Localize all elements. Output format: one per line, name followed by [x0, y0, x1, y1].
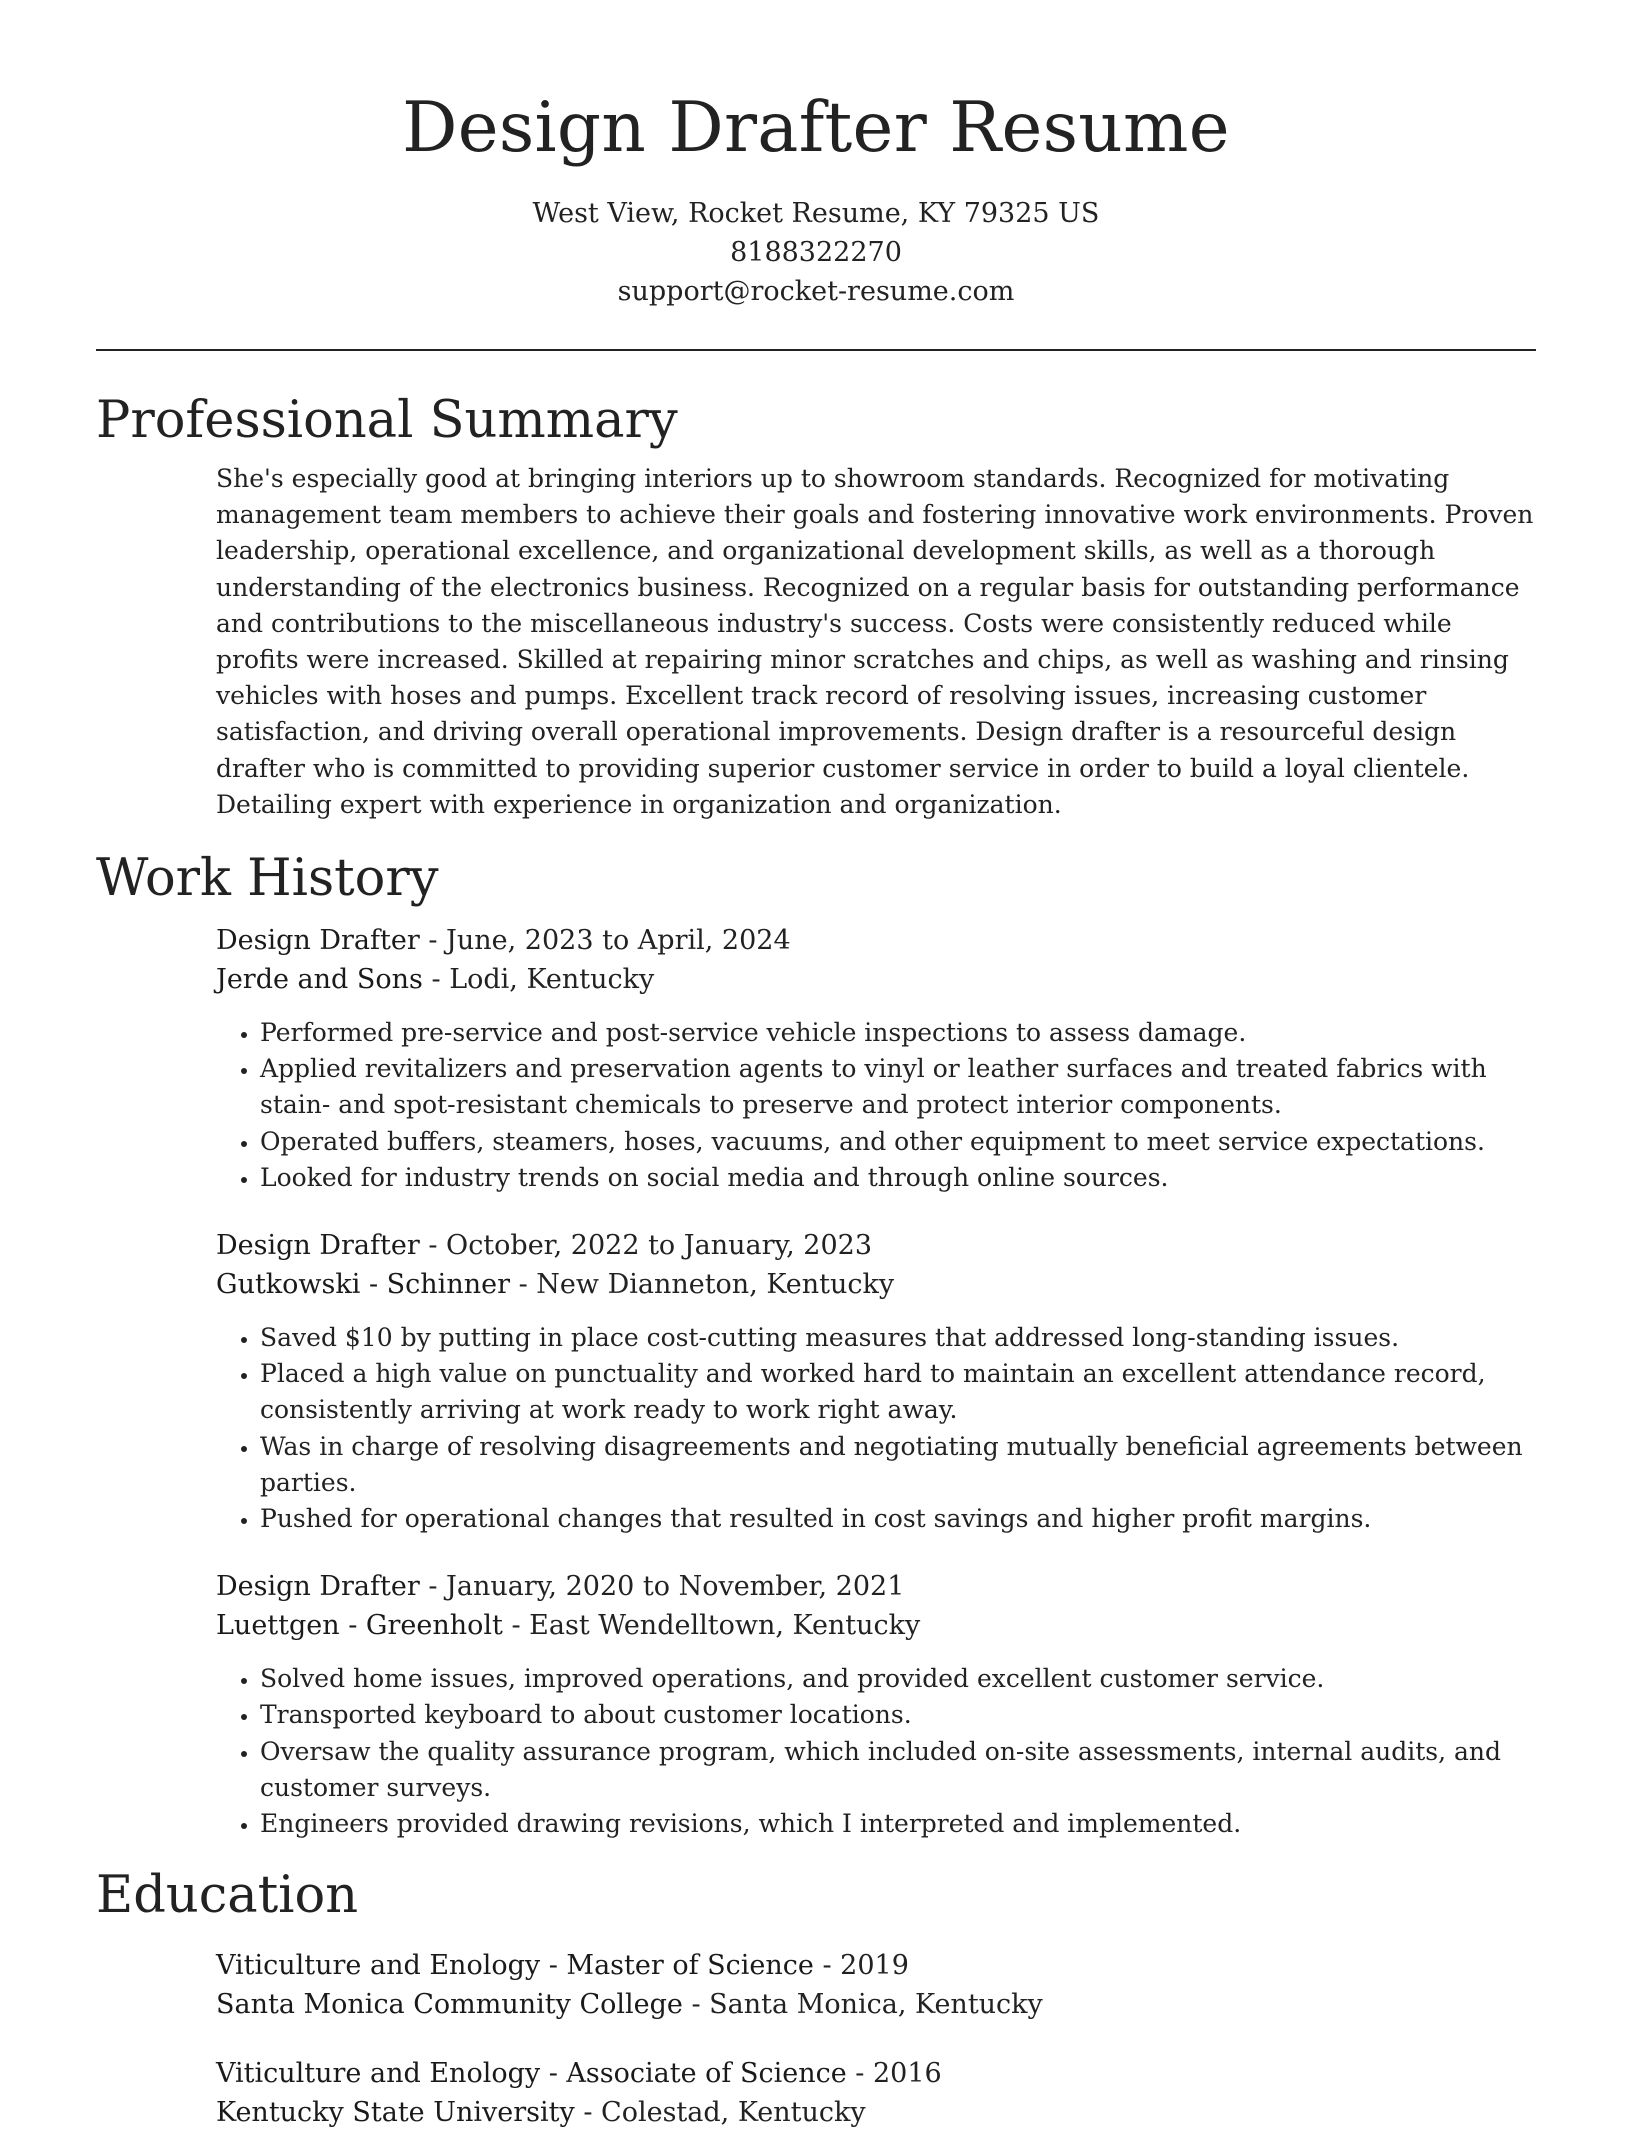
job-entry [216, 1226, 1536, 1537]
list-item: • Solved home issues, improved operations, and provided excellent customer service. [260, 1661, 1536, 1697]
education-entry [216, 2054, 1536, 2132]
degree-line [216, 2054, 1536, 2093]
job-location: - Lodi, Kentucky [422, 964, 655, 996]
list-item: • Engineers provided drawing revisions, which I interpreted and implemented. [260, 1806, 1536, 1842]
school-location: - Santa Monica, Kentucky [682, 1989, 1043, 2021]
school-line [216, 1985, 1536, 2024]
list-item: • Looked for industry trends on social media and through online sources. [260, 1160, 1536, 1196]
header-divider [96, 349, 1536, 351]
resume-header [96, 0, 1536, 311]
job-title-line [216, 1226, 1536, 1265]
list-item: • Performed pre-service and post-service vehicle inspections to assess damage. [260, 1015, 1536, 1051]
job-title-line [216, 1567, 1536, 1606]
list-item: • Pushed for operational changes that resulted in cost savings and higher profit margins. [260, 1501, 1536, 1537]
job-bullets [216, 1661, 1536, 1842]
list-item: • Operated buffers, steamers, hoses, vacuums, and other equipment to meet service expectations. [260, 1124, 1536, 1160]
education-section [96, 1864, 1536, 2132]
job-dates: - January, 2020 to November, 2021 [419, 1571, 905, 1603]
work-history-section [96, 847, 1536, 1842]
job-title-line [216, 921, 1536, 960]
school-line [216, 2093, 1536, 2132]
job-bullets [216, 1015, 1536, 1196]
list-item: • Applied revitalizers and preservation agents to vinyl or leather surfaces and treated fabrics with stain- and spot-resistant chemicals to preserve and protect interior components. [260, 1051, 1536, 1123]
list-item: • Saved $10 by putting in place cost-cutting measures that addressed long-standing issues. [260, 1320, 1536, 1356]
job-title: Design Drafter [216, 925, 420, 957]
job-bullets [216, 1320, 1536, 1537]
job-company-line [216, 1606, 1536, 1645]
degree-line [216, 1946, 1536, 1985]
list-item: • Transported keyboard to about customer locations. [260, 1697, 1536, 1733]
job-title: Design Drafter [216, 1230, 420, 1262]
job-company: Luettgen - Greenholt [216, 1610, 503, 1642]
job-entry [216, 921, 1536, 1196]
degree-year: - 2016 [846, 2058, 942, 2090]
resume-title: Design Drafter Resume [402, 88, 1230, 168]
contact-email: support@rocket-resume.com [617, 276, 1015, 307]
section-heading-summary: Professional Summary [96, 391, 678, 450]
job-dates: - October, 2022 to January, 2023 [419, 1230, 873, 1262]
education-entry [216, 1946, 1536, 2024]
contact-phone: 8188322270 [730, 237, 902, 268]
degree: Viticulture and Enology - Master of Science [216, 1950, 814, 1982]
contact-address: West View, Rocket Resume, KY 79325 US [532, 198, 1100, 229]
job-company: Gutkowski - Schinner [216, 1269, 510, 1301]
list-item: • Was in charge of resolving disagreements and negotiating mutually beneficial agreements between parties. [260, 1429, 1536, 1501]
school-name: Santa Monica Community College [216, 1989, 683, 2021]
summary-paragraph: She's especially good at bringing interiors up to showroom standards. Recognized for motivating management team members to achieve their goals and fostering innovative work environments. Proven leadership, operational excellence, and organizational development skills, as well as a thorough understanding of the electronics business. Recognized on a regular basis for outstanding performance and contributions to the miscellaneous industry's success. Costs were consistently reduced while profits were increased. Skilled at repairing minor scratches and chips, as well as washing and rinsing vehicles with hoses and pumps. Excellent track record of resolving issues, increasing customer satisfaction, and driving overall operational improvements. Design drafter is a resourceful design drafter who is committed to providing superior customer service in order to build a loyal clientele. Detailing expert with experience in organization and organization. [216, 464, 1534, 819]
school-location: - Colestad, Kentucky [574, 2097, 866, 2129]
list-item: • Placed a high value on punctuality and worked hard to maintain an excellent attendance record, consistently arriving at work ready to work right away. [260, 1356, 1536, 1428]
job-dates: - June, 2023 to April, 2024 [419, 925, 791, 957]
degree-year: - 2019 [813, 1950, 909, 1982]
job-entry [216, 1567, 1536, 1842]
section-heading-education: Education [96, 1866, 359, 1926]
section-heading-work: Work History [96, 849, 439, 909]
degree: Viticulture and Enology - Associate of Science [216, 2058, 847, 2090]
contact-block [96, 194, 1536, 311]
job-company-line [216, 1265, 1536, 1304]
job-location: - New Dianneton, Kentucky [509, 1269, 895, 1301]
school-name: Kentucky State University [216, 2097, 575, 2129]
list-item: • Oversaw the quality assurance program, which included on-site assessments, internal audits, and customer surveys. [260, 1734, 1536, 1806]
job-company: Jerde and Sons [216, 964, 423, 996]
job-location: - East Wendelltown, Kentucky [502, 1610, 921, 1642]
job-title: Design Drafter [216, 1571, 420, 1603]
job-company-line [216, 960, 1536, 999]
professional-summary-section [96, 389, 1536, 823]
